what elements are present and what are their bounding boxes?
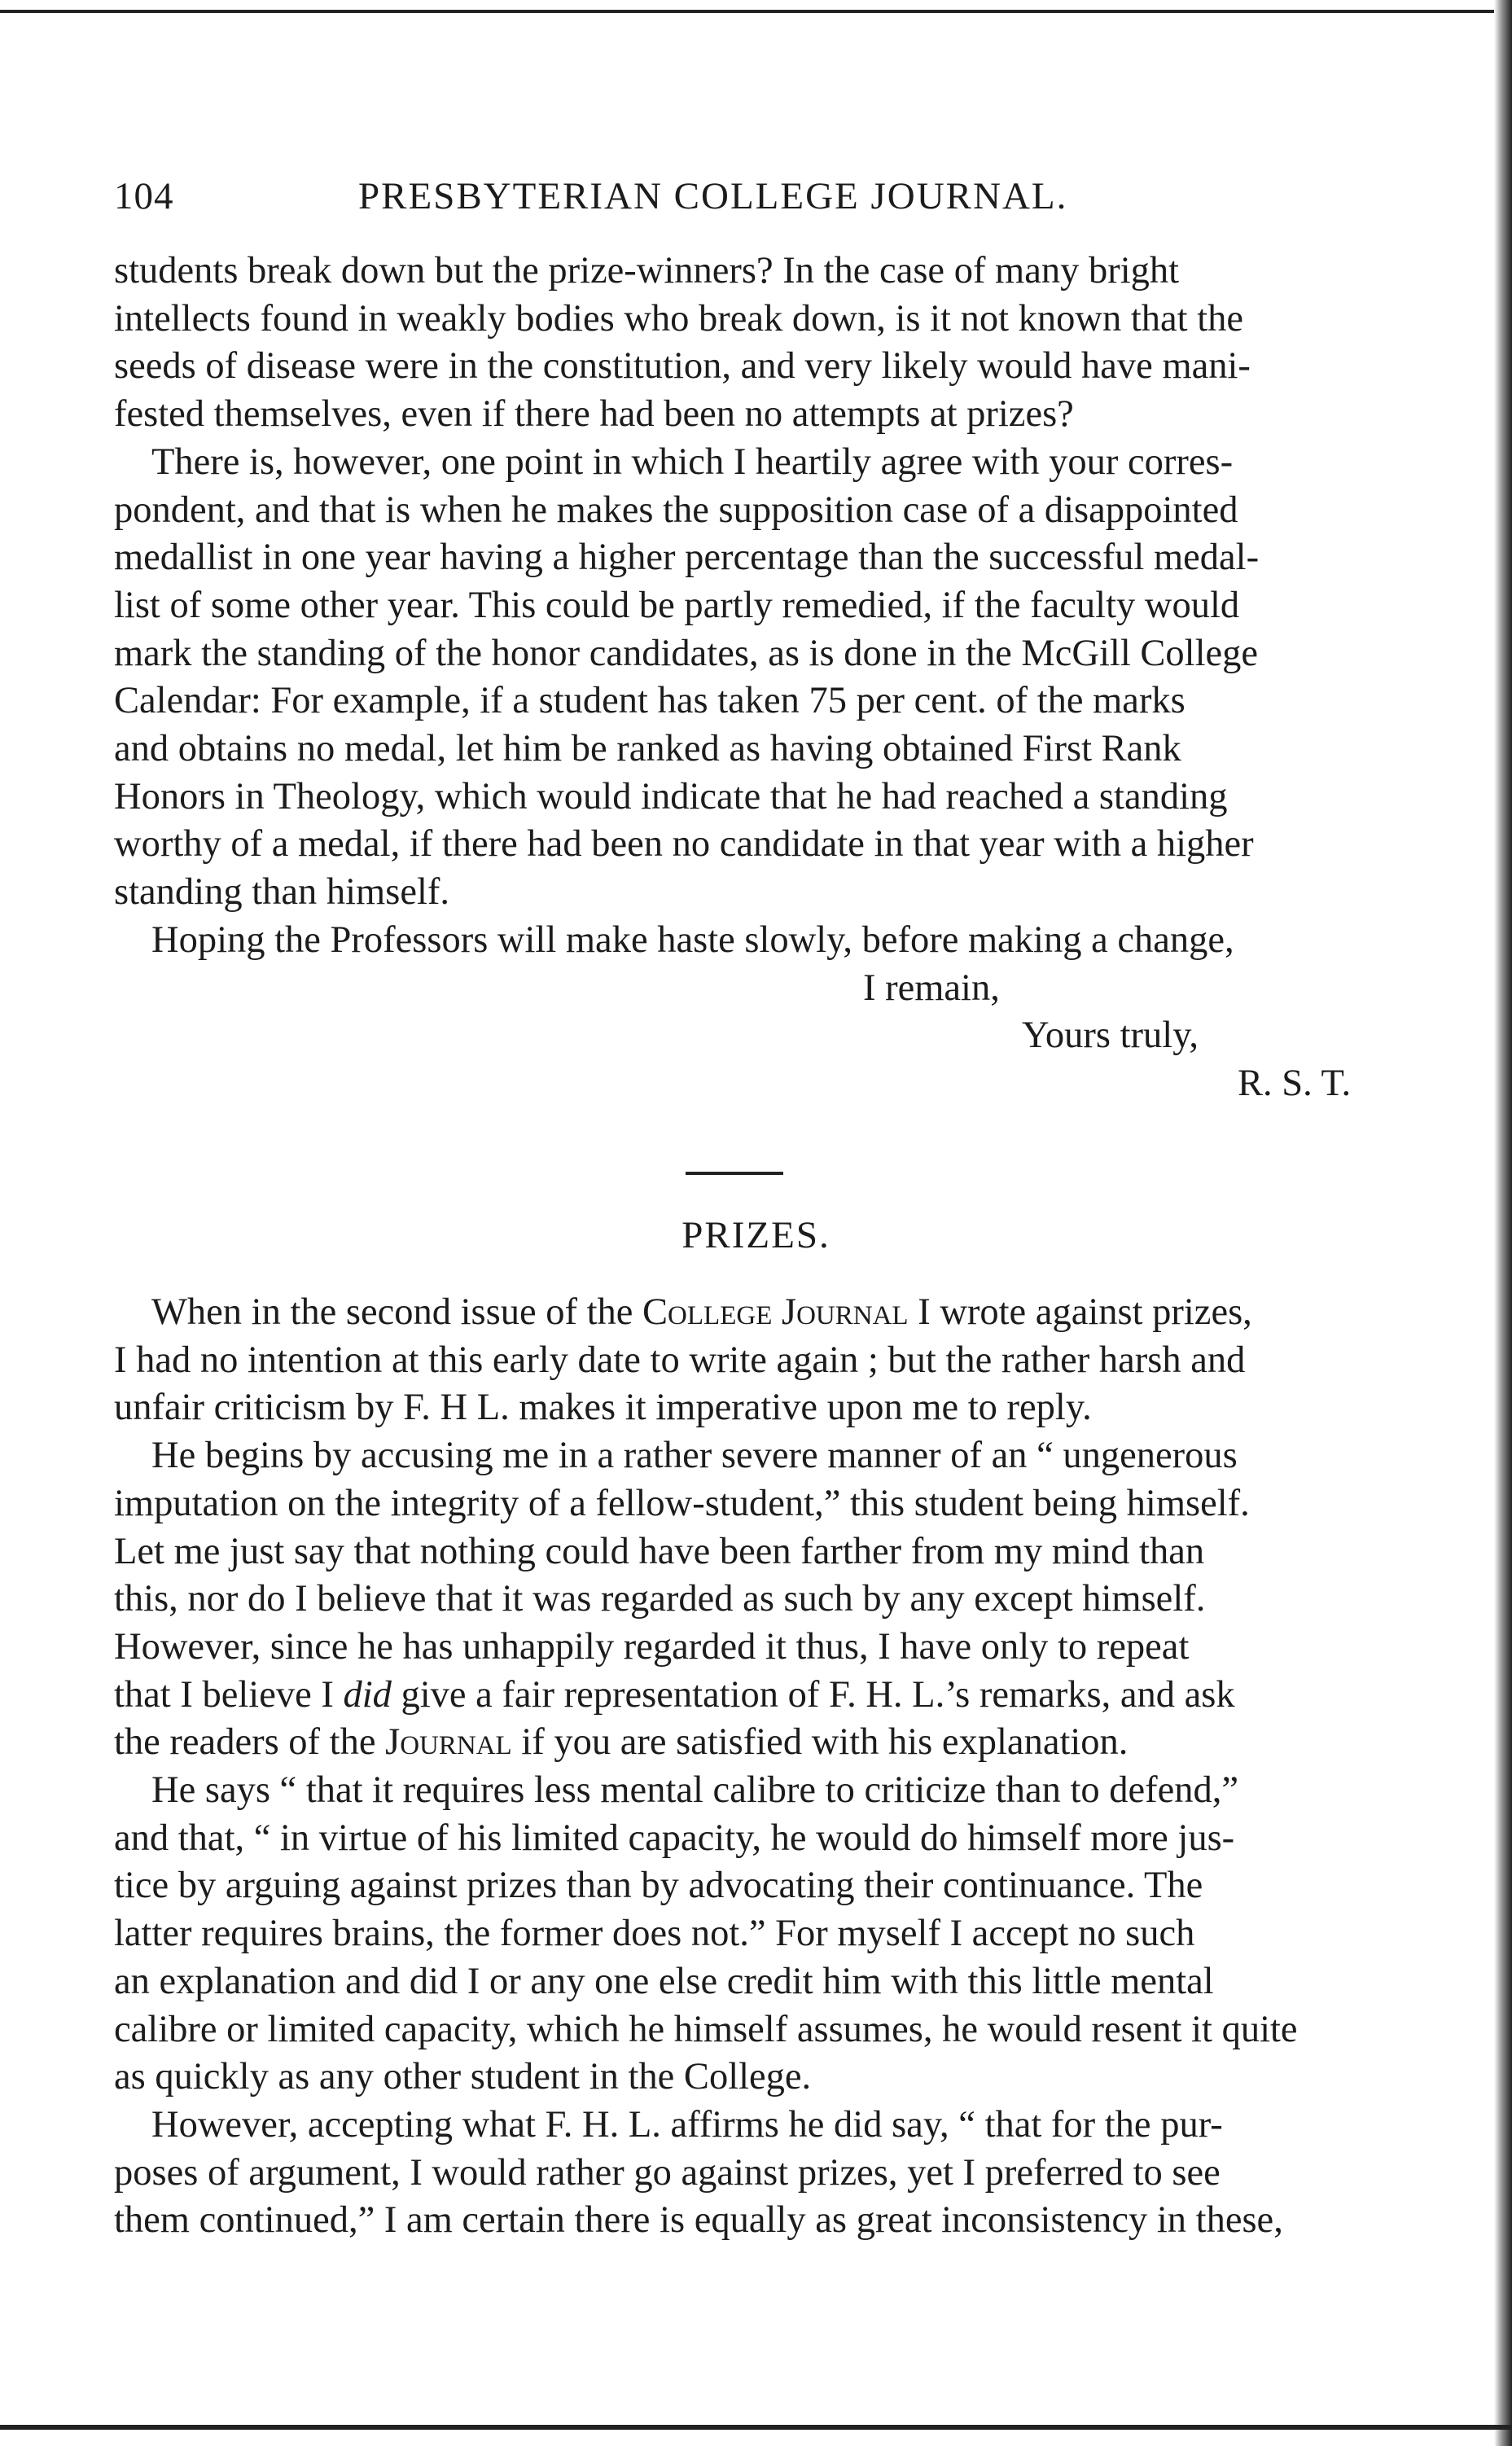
article-title: PRIZES. xyxy=(681,1214,831,1256)
text-line: an explanation and did I or any one else credit him with this little mental xyxy=(114,1960,1214,2002)
text-fragment: give a fair representation of F. H. L.’s remarks, and ask xyxy=(391,1673,1235,1716)
text-line: latter requires brains, the former does not.” For myself I accept no such xyxy=(114,1913,1195,1955)
text-line: medallist in one year having a higher percentage than the successful medal- xyxy=(114,537,1260,579)
text-line: He begins by accusing me in a rather severe manner of an “ ungenerous xyxy=(151,1435,1238,1477)
text-line: imputation on the integrity of a fellow-student,” this student being himself. xyxy=(114,1482,1250,1524)
text-line: list of some other year. This could be partly remedied, if the faculty would xyxy=(114,584,1240,626)
running-title: PRESBYTERIAN COLLEGE JOURNAL. xyxy=(358,175,1068,217)
text-fragment: the readers of the xyxy=(114,1721,386,1764)
text-line: He says “ that it requires less mental calibre to criticize than to defend,” xyxy=(151,1769,1239,1812)
letter-salutation: Yours truly, xyxy=(1022,1015,1199,1057)
journal-name: Journal xyxy=(385,1721,512,1764)
text-line: Honors in Theology, which would indicate that he had reached a standing xyxy=(114,775,1228,818)
journal-name: College Journal xyxy=(642,1291,909,1333)
text-line: I had no intention at this early date to write again ; but the rather harsh and xyxy=(114,1339,1246,1381)
top-border-rule xyxy=(0,0,1512,13)
text-line: worthy of a medal, if there had been no candidate in that year with a higher xyxy=(114,823,1254,866)
text-fragment: if you are satisfied with his explanation. xyxy=(511,1721,1129,1764)
article-body xyxy=(114,1289,1433,2245)
page-header xyxy=(114,174,1433,223)
text-line: poses of argument, I would rather go against prizes, yet I preferred to see xyxy=(114,2151,1221,2194)
text-line xyxy=(114,1719,1433,1767)
text-line: There is, however, one point in which I heartily agree with your corres- xyxy=(151,441,1234,483)
scan-edge-shadow xyxy=(1494,0,1512,2446)
text-line: them continued,” I am certain there is equally as great inconsistency in these, xyxy=(114,2199,1283,2242)
text-line: as quickly as any other student in the College. xyxy=(114,2056,812,2098)
emphasis-did: did xyxy=(343,1673,392,1716)
text-line: However, since he has unhappily regarded it thus, I have only to repeat xyxy=(114,1625,1190,1668)
bottom-border-rule xyxy=(0,2425,1512,2430)
text-line: Hoping the Professors will make haste slowly, before making a change, xyxy=(151,918,1234,961)
text-line: calibre or limited capacity, which he himself assumes, he would resent it quite xyxy=(114,2008,1298,2050)
text-line: standing than himself. xyxy=(114,871,449,914)
text-line: students break down but the prize-winners? In the case of many bright xyxy=(114,250,1180,292)
text-line: seeds of disease were in the constitution, and very likely would have mani- xyxy=(114,345,1251,388)
page-number: 104 xyxy=(114,175,174,217)
letter-signature: R. S. T. xyxy=(1238,1062,1352,1104)
text-line: tice by arguing against prizes than by advocating their continuance. The xyxy=(114,1865,1203,1907)
text-line xyxy=(114,1289,1433,1337)
text-line: unfair criticism by F. H L. makes it imperative upon me to reply. xyxy=(114,1387,1092,1429)
text-line: mark the standing of the honor candidates, as is done in the McGill College xyxy=(114,632,1259,674)
letter-closing: I remain, xyxy=(863,967,1000,1009)
text-line: this, nor do I believe that it was regarded as such by any except himself. xyxy=(114,1578,1206,1620)
text-fragment: that I believe I xyxy=(114,1673,344,1716)
text-line: Let me just say that nothing could have been farther from my mind than xyxy=(114,1530,1205,1572)
text-fragment: When in the second issue of the xyxy=(151,1291,643,1333)
letter-body xyxy=(114,248,1433,1108)
section-divider xyxy=(686,1172,783,1175)
text-line: fested themselves, even if there had been no attempts at prizes? xyxy=(114,393,1074,436)
text-line: pondent, and that is when he makes the supposition case of a disappointed xyxy=(114,489,1238,531)
text-line xyxy=(114,1672,1433,1720)
text-line: intellects found in weakly bodies who break down, is it not known that the xyxy=(114,297,1244,340)
text-line: However, accepting what F. H. L. affirms he did say, “ that for the pur- xyxy=(151,2103,1223,2146)
text-line: and obtains no medal, let him be ranked as having obtained First Rank xyxy=(114,728,1181,770)
text-fragment: I wrote against prizes, xyxy=(908,1291,1252,1333)
text-line: and that, “ in virtue of his limited capacity, he would do himself more jus- xyxy=(114,1817,1235,1859)
text-line: Calendar: For example, if a student has taken 75 per cent. of the marks xyxy=(114,680,1185,722)
